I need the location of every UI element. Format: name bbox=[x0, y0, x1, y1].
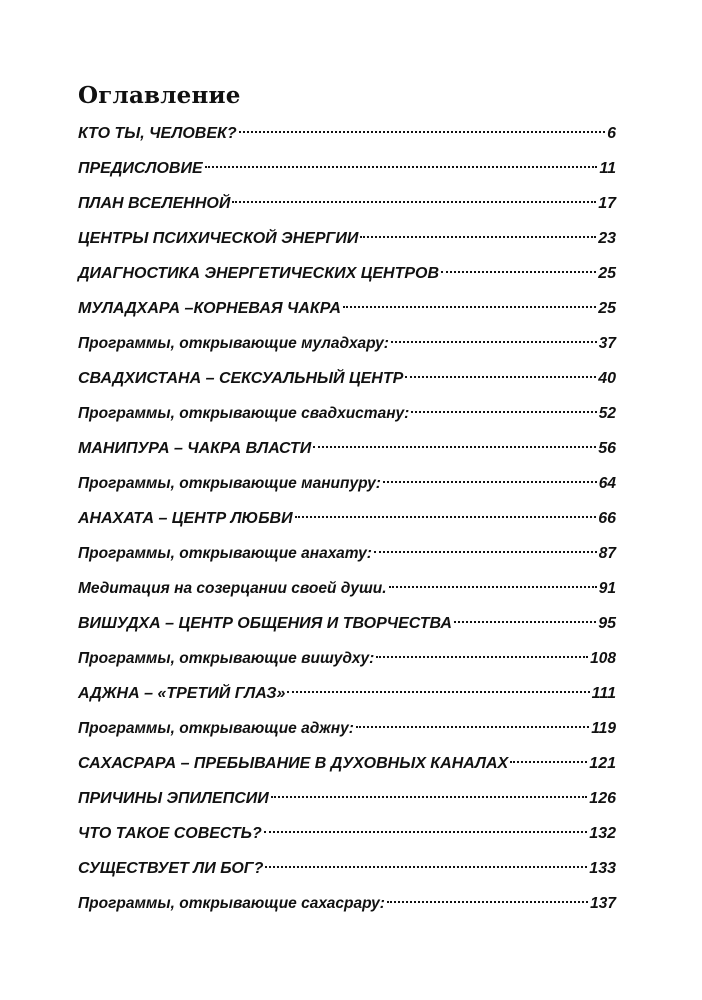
toc-entry[interactable] bbox=[78, 750, 616, 785]
dot-leader bbox=[205, 166, 598, 168]
toc-page-number: 23 bbox=[598, 230, 616, 247]
toc-entry-title: ПЛАН ВСЕЛЕННОЙ bbox=[78, 195, 231, 212]
toc-entry[interactable] bbox=[78, 505, 616, 540]
page-title: Оглавление bbox=[78, 82, 241, 109]
dot-leader bbox=[360, 236, 596, 238]
toc-entry-title: ДИАГНОСТИКА ЭНЕРГЕТИЧЕСКИХ ЦЕНТРОВ bbox=[78, 265, 440, 282]
toc-entry[interactable] bbox=[78, 680, 616, 715]
toc-entry[interactable] bbox=[78, 155, 616, 190]
toc-entry[interactable] bbox=[78, 435, 616, 470]
toc-page-number: 11 bbox=[599, 160, 616, 177]
dot-leader bbox=[239, 131, 605, 133]
dot-leader bbox=[405, 376, 596, 378]
toc-page-number: 119 bbox=[591, 720, 616, 737]
toc-page-number: 91 bbox=[598, 580, 616, 597]
dot-leader bbox=[383, 481, 597, 483]
toc-entry-title: СВАДХИСТАНА – СЕКСУАЛЬНЫЙ ЦЕНТР bbox=[78, 370, 404, 387]
toc-page-number: 6 bbox=[607, 125, 616, 142]
toc-entry[interactable] bbox=[78, 715, 616, 750]
dot-leader bbox=[265, 866, 587, 868]
dot-leader bbox=[441, 271, 596, 273]
dot-leader bbox=[374, 551, 597, 553]
toc-page-number: 87 bbox=[598, 545, 616, 562]
toc-entry-title: Программы, открывающие анахату: bbox=[78, 545, 372, 562]
toc-entry-title: МУЛАДХАРА –КОРНЕВАЯ ЧАКРА bbox=[78, 300, 341, 317]
toc-page-number: 137 bbox=[590, 895, 616, 912]
table-of-contents bbox=[78, 120, 616, 925]
toc-entry[interactable] bbox=[78, 575, 616, 610]
toc-page-number: 52 bbox=[598, 405, 616, 422]
toc-entry[interactable] bbox=[78, 540, 616, 575]
toc-page-number: 25 bbox=[598, 300, 616, 317]
toc-page-number: 121 bbox=[589, 755, 616, 772]
dot-leader bbox=[313, 446, 596, 448]
dot-leader bbox=[295, 516, 597, 518]
toc-page-number: 17 bbox=[598, 195, 616, 212]
dot-leader bbox=[389, 586, 597, 588]
dot-leader bbox=[376, 656, 588, 658]
toc-entry-title: Программы, открывающие муладхару: bbox=[78, 335, 389, 352]
dot-leader bbox=[271, 796, 588, 798]
toc-entry-title: САХАСРАРА – ПРЕБЫВАНИЕ В ДУХОВНЫХ КАНАЛАХ bbox=[78, 755, 509, 772]
toc-entry[interactable] bbox=[78, 120, 616, 155]
toc-page-number: 95 bbox=[598, 615, 616, 632]
toc-entry[interactable] bbox=[78, 365, 616, 400]
toc-page-number: 126 bbox=[589, 790, 616, 807]
toc-entry-title: АНАХАТА – ЦЕНТР ЛЮБВИ bbox=[78, 510, 293, 527]
dot-leader bbox=[356, 726, 589, 728]
toc-page-number: 108 bbox=[590, 650, 616, 667]
toc-entry[interactable] bbox=[78, 470, 616, 505]
toc-entry-title: АДЖНА – «ТРЕТИЙ ГЛАЗ» bbox=[78, 685, 286, 702]
dot-leader bbox=[510, 761, 587, 763]
toc-entry[interactable] bbox=[78, 890, 616, 925]
toc-entry-title: ПРЕДИСЛОВИЕ bbox=[78, 160, 203, 177]
toc-entry-title: ЦЕНТРЫ ПСИХИЧЕСКОЙ ЭНЕРГИИ bbox=[78, 230, 359, 247]
toc-page-number: 25 bbox=[598, 265, 616, 282]
toc-entry-title: ВИШУДХА – ЦЕНТР ОБЩЕНИЯ И ТВОРЧЕСТВА bbox=[78, 615, 452, 632]
toc-entry[interactable] bbox=[78, 260, 616, 295]
toc-entry-title: Программы, открывающие аджну: bbox=[78, 720, 354, 737]
toc-entry-title: Программы, открывающие сахасрару: bbox=[78, 895, 385, 912]
toc-entry[interactable] bbox=[78, 295, 616, 330]
toc-entry[interactable] bbox=[78, 225, 616, 260]
toc-entry-title: ЧТО ТАКОЕ СОВЕСТЬ? bbox=[78, 825, 262, 842]
toc-entry-title: Программы, открывающие вишудху: bbox=[78, 650, 375, 667]
toc-entry-title: СУЩЕСТВУЕТ ЛИ БОГ? bbox=[78, 860, 264, 877]
toc-page-number: 56 bbox=[598, 440, 616, 457]
toc-entry[interactable] bbox=[78, 820, 616, 855]
dot-leader bbox=[387, 901, 588, 903]
toc-entry[interactable] bbox=[78, 645, 616, 680]
toc-entry[interactable] bbox=[78, 785, 616, 820]
toc-page-number: 132 bbox=[589, 825, 616, 842]
toc-page-number: 66 bbox=[598, 510, 616, 527]
toc-entry[interactable] bbox=[78, 855, 616, 890]
dot-leader bbox=[232, 201, 596, 203]
toc-page-number: 111 bbox=[591, 685, 616, 702]
toc-entry-title: Медитация на созерцании своей души. bbox=[78, 580, 387, 597]
toc-page-number: 37 bbox=[598, 335, 616, 352]
toc-entry[interactable] bbox=[78, 610, 616, 645]
dot-leader bbox=[454, 621, 596, 623]
dot-leader bbox=[343, 306, 596, 308]
toc-page-number: 40 bbox=[598, 370, 616, 387]
dot-leader bbox=[287, 691, 589, 693]
toc-entry-title: КТО ТЫ, ЧЕЛОВЕК? bbox=[78, 125, 237, 142]
toc-entry-title: МАНИПУРА – ЧАКРА ВЛАСТИ bbox=[78, 440, 312, 457]
toc-entry[interactable] bbox=[78, 330, 616, 365]
toc-entry[interactable] bbox=[78, 190, 616, 225]
dot-leader bbox=[391, 341, 597, 343]
toc-entry[interactable] bbox=[78, 400, 616, 435]
toc-entry-title: Программы, открывающие свадхистану: bbox=[78, 405, 410, 422]
dot-leader bbox=[264, 831, 588, 833]
toc-entry-title: ПРИЧИНЫ ЭПИЛЕПСИИ bbox=[78, 790, 269, 807]
toc-entry-title: Программы, открывающие манипуру: bbox=[78, 475, 381, 492]
dot-leader bbox=[411, 411, 596, 413]
toc-page-number: 64 bbox=[598, 475, 616, 492]
toc-page-number: 133 bbox=[589, 860, 616, 877]
